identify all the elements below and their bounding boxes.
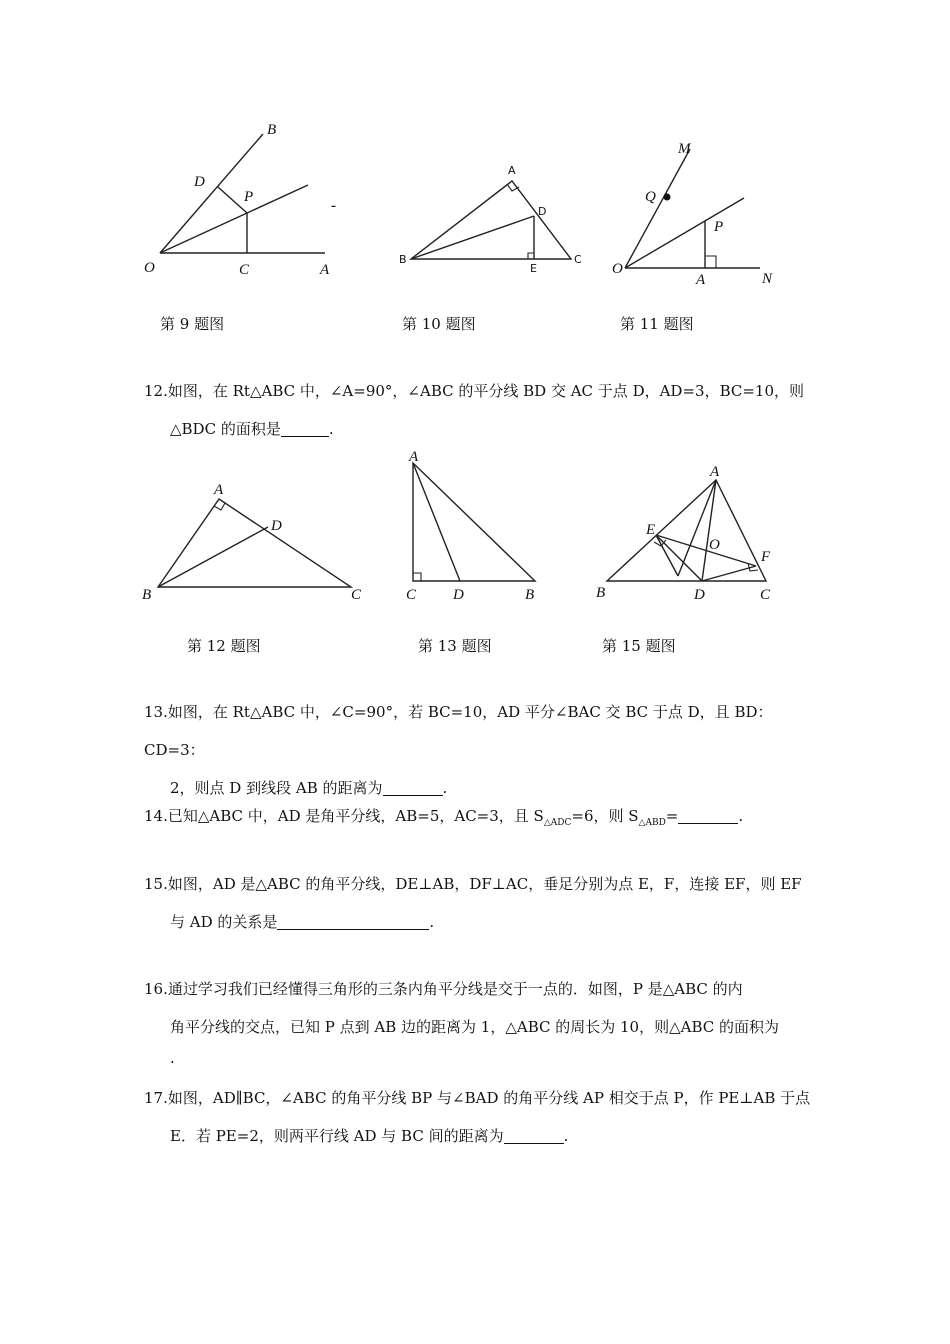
fig9-label-A: A [320,262,330,278]
q14-text1: 已知△ABC 中，AD 是角平分线，AB=5，AC=3，且 S [167,807,544,825]
fig11-point-Q [664,194,671,201]
fig15-label-C: C [760,587,771,603]
fig10-label-E: E [530,262,537,275]
question-17 [144,1079,824,1155]
q12-line2: △BDC 的面积是 [170,420,281,438]
fig15-label-O: O [709,537,720,553]
fig9-stray-dash: - [331,198,336,214]
q15-end: . [429,913,435,931]
fig12-label-C: C [351,587,362,603]
q15-answer-blank[interactable] [277,913,429,930]
q17-answer-blank[interactable] [504,1127,564,1144]
q12-end: . [328,420,334,438]
question-16 [144,970,824,1070]
fig10-label-D: D [538,205,547,218]
q12-number: 12. [144,382,168,400]
question-14 [144,797,824,842]
q12-line1: 如图，在 Rt△ABC 中，∠A=90°，∠ABC 的平分线 BD 交 AC 于点 D，AD=3，BC=10，则 [167,382,804,400]
caption-fig12: 第 12 题图 [187,637,261,655]
q17-line2: E．若 PE=2，则两平行线 AD 与 BC 间的距离为 [170,1127,504,1145]
caption-fig9: 第 9 题图 [160,315,225,333]
question-12 [144,372,824,448]
fig13-label-A: A [409,449,419,465]
fig12-label-B: B [142,587,152,603]
fig15-label-E: E [646,522,656,538]
fig11-label-Q: Q [645,189,656,205]
fig11-label-P: P [714,219,724,235]
q14-text3: = [665,807,679,825]
fig13-label-B: B [525,587,535,603]
q14-sub-adc: △ADC [543,818,572,828]
fig9-label-C: C [239,262,250,278]
caption-fig11: 第 11 题图 [620,315,694,333]
fig10-label-A: A [508,164,516,177]
figure-12 [138,478,368,608]
q14-answer-blank[interactable] [678,807,738,824]
q16-number: 16. [144,980,168,998]
q16-line2: 角平分线的交点，已知 P 点到 AB 边的距离为 1，△ABC 的周长为 10，则△ABC 的面积为 [170,1018,780,1036]
q16-line3: . [170,1049,175,1067]
question-15 [144,865,824,941]
figure-13 [400,448,550,608]
figure-11 [605,135,805,295]
figure-10 [395,160,585,280]
fig9-label-P: P [244,189,254,205]
fig9-label-D: D [194,174,205,190]
fig15-label-A: A [710,464,720,480]
q14-number: 14. [144,807,168,825]
fig9-label-B: B [267,122,277,138]
q15-line1: 如图，AD 是△ABC 的角平分线，DE⊥AB，DF⊥AC，垂足分别为点 E，F，连接 EF，则 EF [167,875,802,893]
figure-9 [140,118,360,288]
q13-line1: 如图，在 Rt△ABC 中，∠C=90°，若 BC=10，AD 平分∠BAC 交 BC 于点 D，且 BD：CD=3： [144,703,773,759]
q15-line2: 与 AD 的关系是 [170,913,278,931]
fig13-label-D: D [453,587,464,603]
fig11-label-A: A [696,272,706,288]
caption-fig13: 第 13 题图 [418,637,492,655]
caption-fig10: 第 10 题图 [402,315,476,333]
fig12-label-D: D [271,518,282,534]
q13-number: 13. [144,703,168,721]
fig11-label-O: O [612,261,623,277]
q14-end: . [738,807,744,825]
fig9-label-O: O [144,260,155,276]
q15-number: 15. [144,875,168,893]
q14-text2: =6，则 S [571,807,639,825]
question-13 [144,693,824,807]
q13-end: . [442,779,448,797]
caption-fig15: 第 15 题图 [602,637,676,655]
fig11-label-M: M [678,141,691,157]
fig13-label-C: C [406,587,417,603]
q16-line1: 通过学习我们已经懂得三角形的三条内角平分线是交于一点的．如图，P 是△ABC 的内 [167,980,743,998]
fig15-label-D: D [694,587,705,603]
q13-answer-blank[interactable] [383,779,443,796]
q14-sub-abd: △ABD [638,818,666,828]
fig11-label-N: N [762,271,773,287]
fig10-label-B: B [399,253,407,266]
q12-answer-blank[interactable] [281,420,329,437]
q17-number: 17. [144,1089,168,1107]
q17-line1: 如图，AD∥BC，∠ABC 的角平分线 BP 与∠BAD 的角平分线 AP 相交于点 P，作 PE⊥AB 于点 [167,1089,811,1107]
fig12-label-A: A [214,482,224,498]
fig15-label-F: F [761,549,771,565]
q17-end: . [563,1127,569,1145]
q13-line2: 2，则点 D 到线段 AB 的距离为 [170,779,383,797]
fig15-label-B: B [596,585,606,601]
figure-15 [590,460,790,610]
fig10-label-C: C [574,253,582,266]
